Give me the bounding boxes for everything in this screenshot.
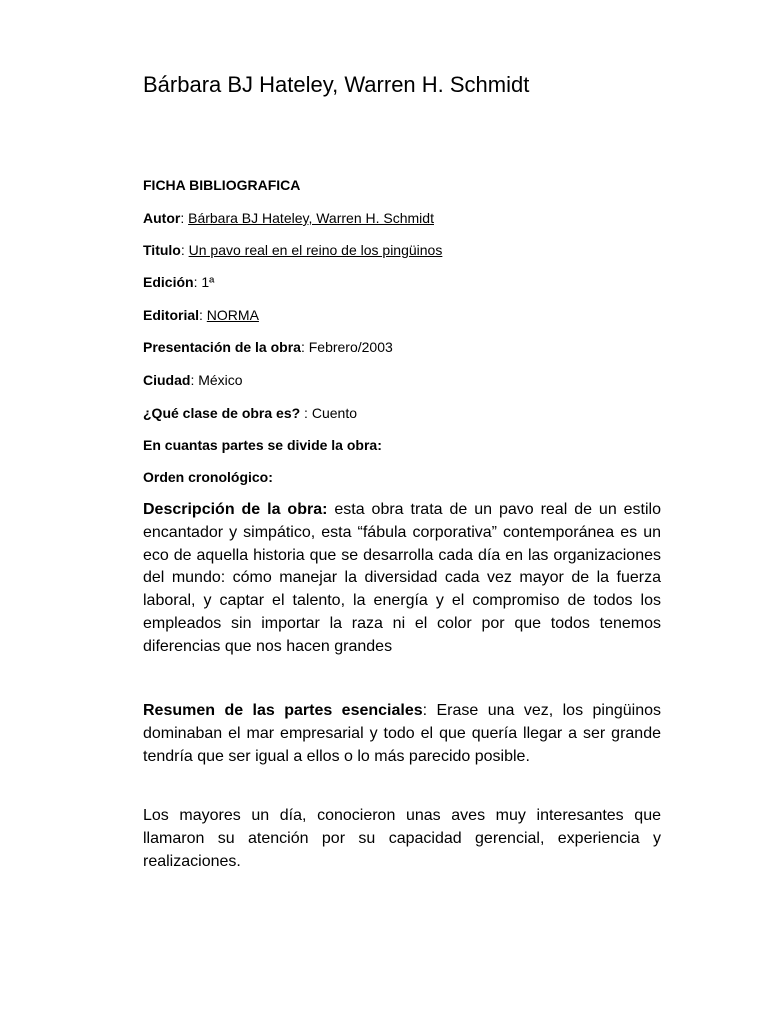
field-orden: Orden cronológico:	[143, 469, 273, 485]
field-label: Autor	[143, 210, 181, 226]
field-autor: Autor: Bárbara BJ Hateley, Warren H. Schmidt	[143, 210, 434, 226]
field-label: ¿Qué clase de obra es?	[143, 405, 301, 421]
field-label: Presentación de la obra	[143, 339, 301, 355]
field-clase: ¿Qué clase de obra es? : Cuento	[143, 405, 357, 421]
field-value: Un pavo real en el reino de los pingüinos	[188, 242, 443, 258]
paragraph-body: Erase una vez, los pingüinos dominaban el mar empresarial y todo el que quería llegar a ser grande tendría que ser igual a ellos o lo más parecido posible.	[143, 702, 661, 765]
paragraph-body: esta obra trata de un pavo real de un estilo encantador y simpático, esta “fábula corporativa” contemporánea es un eco de aquella historia que se desarrolla cada día en las organizaciones del mundo: cómo manejar la diversidad cada vez mayor de la fuerza laboral, y captar el talento, la energía y el compromiso de todos los empleados sin importar la raza ni el color por que todos tenemos diferencias que nos hacen grandes	[143, 501, 662, 655]
field-label: Editorial	[143, 307, 200, 323]
paragraph-resumen: Resumen de las partes esenciales: Erase una vez, los pingüinos dominaban el mar empresarial y todo el que quería llegar a ser grande tendría que ser igual a ellos o lo más parecido posible.	[143, 702, 661, 765]
ficha-heading: FICHA BIBLIOGRAFICA	[143, 177, 301, 193]
field-value: México	[198, 372, 243, 388]
field-titulo: Titulo: Un pavo real en el reino de los pingüinos	[143, 242, 443, 258]
field-value: Cuento	[311, 405, 357, 421]
document-title: Bárbara BJ Hateley, Warren H. Schmidt	[143, 72, 530, 97]
field-value: NORMA	[206, 307, 259, 323]
paragraph-lead: Resumen de las partes esenciales	[143, 702, 423, 719]
paragraph-lead: Descripción de la obra:	[143, 501, 328, 518]
field-label: Titulo	[143, 242, 181, 258]
field-label: Edición	[143, 274, 194, 290]
field-label: Ciudad	[143, 372, 191, 388]
field-ciudad: Ciudad: México	[143, 372, 243, 388]
field-edicion: Edición: 1ª	[143, 274, 215, 290]
paragraph-mayores: Los mayores un día, conocieron unas aves muy interesantes que llamaron su atención por su capacidad gerencial, experiencia y realizaciones.	[143, 807, 661, 870]
field-presentacion: Presentación de la obra: Febrero/2003	[143, 339, 393, 355]
field-partes: En cuantas partes se divide la obra:	[143, 437, 382, 453]
field-value: 1ª	[201, 274, 215, 290]
field-value: Febrero/2003	[308, 339, 393, 355]
field-editorial: Editorial: NORMA	[143, 307, 259, 323]
paragraph-descripcion	[143, 499, 661, 659]
field-value: Bárbara BJ Hateley, Warren H. Schmidt	[188, 210, 434, 226]
